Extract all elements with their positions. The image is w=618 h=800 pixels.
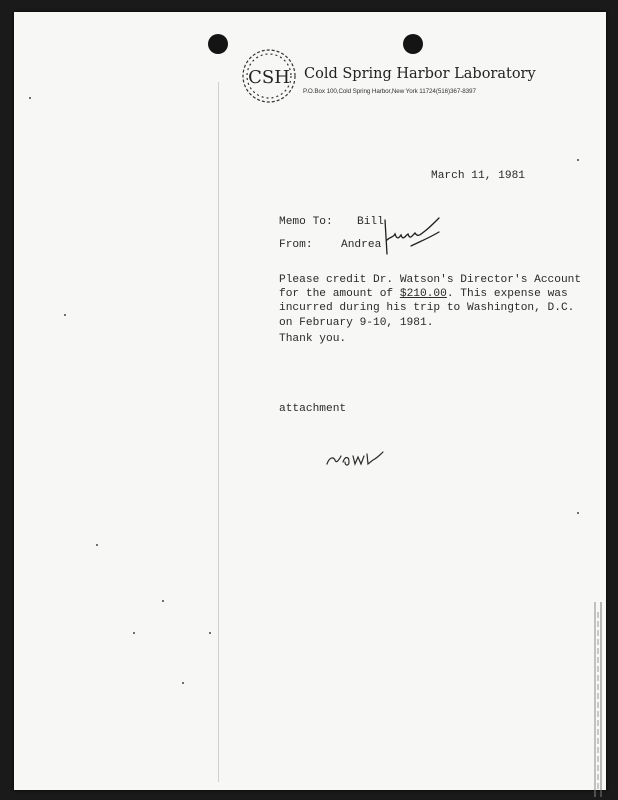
handwritten-initials-icon bbox=[323, 442, 385, 470]
memo-to-value: Bill bbox=[357, 216, 384, 228]
speck bbox=[133, 632, 135, 634]
speck bbox=[29, 97, 31, 99]
memo-body bbox=[279, 273, 581, 330]
body-line-2a: for the amount of bbox=[279, 288, 400, 301]
speck bbox=[96, 544, 98, 546]
enclosure-text: attachment bbox=[279, 403, 347, 415]
closing-text: Thank you. bbox=[279, 333, 347, 345]
amount-value: $210.00 bbox=[399, 288, 447, 301]
initials-signature-icon bbox=[381, 216, 443, 256]
body-line-1: Please credit Dr. Watson's Director's Account bbox=[279, 274, 582, 286]
memo-from-value: Andrea bbox=[341, 239, 382, 251]
body-line-3: incurred during his trip to Washington, D.C. bbox=[279, 302, 575, 315]
memo-from-label: From: bbox=[279, 239, 313, 251]
body-line-2 bbox=[279, 287, 581, 301]
csh-logo-icon bbox=[239, 45, 299, 107]
org-name: Cold Spring Harbor Laboratory bbox=[304, 66, 536, 82]
punch-hole-left bbox=[208, 34, 228, 54]
memo-to-label: Memo To: bbox=[279, 216, 333, 228]
paper-edge-strip bbox=[594, 602, 602, 797]
logo-text: CSH bbox=[248, 67, 290, 88]
speck bbox=[209, 632, 211, 634]
punch-hole-right bbox=[403, 34, 423, 54]
speck bbox=[577, 512, 579, 514]
fold-line bbox=[218, 82, 219, 782]
body-line-4: on February 9-10, 1981. bbox=[279, 316, 434, 329]
document-page bbox=[14, 12, 606, 790]
body-line-2b: . This expense was bbox=[446, 288, 568, 301]
memo-date: March 11, 1981 bbox=[431, 170, 525, 182]
org-address: P.O.Box 100,Cold Spring Harbor,New York 11724(516)367-8397 bbox=[303, 88, 476, 95]
speck bbox=[182, 682, 184, 684]
speck bbox=[162, 600, 164, 602]
speck bbox=[577, 159, 579, 161]
speck bbox=[64, 314, 66, 316]
